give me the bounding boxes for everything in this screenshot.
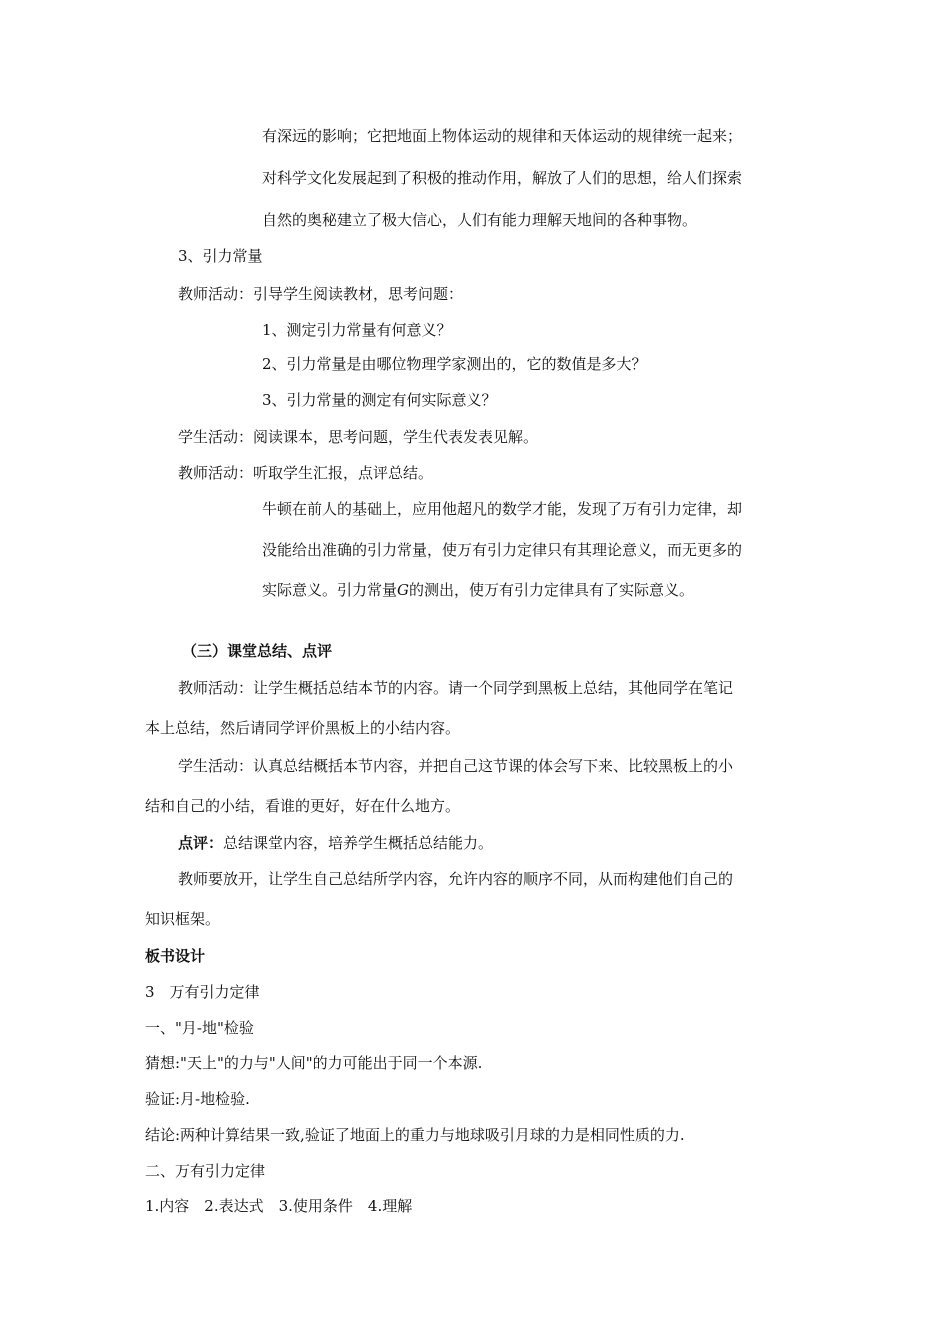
paragraph-line: 知识框架。 xyxy=(145,910,221,928)
text-span: 实际意义。引力常量 xyxy=(262,581,398,599)
question-item: 2、引力常量是由哪位物理学家测出的，它的数值是多大？ xyxy=(262,355,647,373)
paragraph-line: 牛顿在前人的基础上，应用他超凡的数学才能，发现了万有引力定律，却 xyxy=(262,500,743,518)
paragraph-line: 没能给出准确的引力常量，使万有引力定律只有其理论意义，而无更多的 xyxy=(262,541,743,559)
board-guess: 猜想:"天上"的力与"人间"的力可能出于同一个本源. xyxy=(145,1054,483,1072)
student-activity: 结和自己的小结，看谁的更好，好在什么地方。 xyxy=(145,797,461,815)
constant-symbol: G xyxy=(397,581,409,599)
board-section: 一、"月-地"检验 xyxy=(145,1019,254,1037)
comment-line xyxy=(178,833,493,853)
text-span: 的测出，使万有引力定律具有了实际意义。 xyxy=(409,581,695,599)
paragraph-line: 有深远的影响；它把地面上物体运动的规律和天体运动的规律统一起来； xyxy=(262,127,743,145)
paragraph-line: 对科学文化发展起到了积极的推动作用，解放了人们的思想，给人们探索 xyxy=(262,169,743,187)
paragraph-line xyxy=(262,580,694,600)
board-conclusion: 结论:两种计算结果一致,验证了地面上的重力与地球吸引月球的力是相同性质的力. xyxy=(145,1126,685,1144)
comment-label: 点评： xyxy=(178,834,224,852)
teacher-activity: 教师活动：引导学生阅读教材，思考问题： xyxy=(178,285,464,303)
section-heading: 3、引力常量 xyxy=(178,247,263,265)
board-section: 二、万有引力定律 xyxy=(145,1162,266,1180)
question-item: 1、测定引力常量有何意义？ xyxy=(262,321,452,339)
board-verify: 验证:月-地检验. xyxy=(145,1090,250,1108)
part-heading: （三）课堂总结、点评 xyxy=(182,642,333,660)
student-activity: 学生活动：认真总结概括本节内容，并把自己这节课的体会写下来、比较黑板上的小 xyxy=(178,757,734,775)
teacher-activity: 本上总结，然后请同学评价黑板上的小结内容。 xyxy=(145,719,461,737)
teacher-activity: 教师活动：让学生概括总结本节的内容。请一个同学到黑板上总结，其他同学在笔记 xyxy=(178,679,734,697)
board-design-heading: 板书设计 xyxy=(145,947,206,965)
board-items: 1.内容 2.表达式 3.使用条件 4.理解 xyxy=(145,1197,413,1215)
paragraph-line: 自然的奥秘建立了极大信心，人们有能力理解天地间的各种事物。 xyxy=(262,211,698,229)
teacher-activity: 教师活动：听取学生汇报，点评总结。 xyxy=(178,464,434,482)
student-activity: 学生活动：阅读课本，思考问题，学生代表发表见解。 xyxy=(178,428,539,446)
comment-text: 总结课堂内容，培养学生概括总结能力。 xyxy=(223,834,494,852)
board-lesson-title: 3 万有引力定律 xyxy=(145,983,260,1001)
paragraph-line: 教师要放开，让学生自己总结所学内容，允许内容的顺序不同，从而构建他们自己的 xyxy=(178,870,734,888)
question-item: 3、引力常量的测定有何实际意义？ xyxy=(262,391,497,409)
